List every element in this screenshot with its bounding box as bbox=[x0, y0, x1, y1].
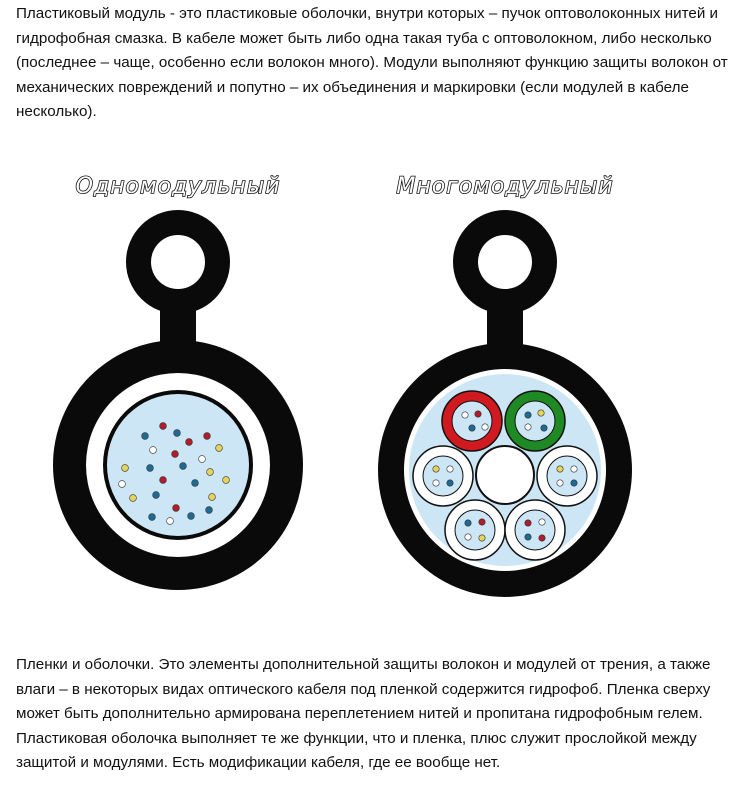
fiber bbox=[525, 520, 531, 526]
fiber bbox=[482, 424, 488, 430]
fiber bbox=[142, 433, 149, 440]
fiber bbox=[209, 494, 216, 501]
fiber bbox=[160, 477, 167, 484]
right-module bbox=[537, 446, 597, 506]
bottom-paragraph: Пленки и оболочки. Это элементы дополнительной защиты волокон и модулей от трения, а также влаги – в некоторых видах оптического кабеля под пленкой содержится гидрофоб. Пленка сверху может быть дополнительно армирована переплетением нитей и пропитана гидрофобным гелем. Пластиковая оболочка выполняет те же функции, что и пленка, плюс служит прослойкой между защитой и модулями. Есть модификации кабеля, где ее вообще нет. bbox=[16, 656, 711, 772]
single-messenger-hole bbox=[151, 235, 205, 289]
fiber bbox=[465, 520, 471, 526]
fiber bbox=[122, 465, 129, 472]
fiber bbox=[199, 456, 206, 463]
fiber bbox=[479, 519, 485, 525]
left-module-gel bbox=[423, 456, 463, 496]
fiber bbox=[173, 505, 180, 512]
fiber bbox=[433, 480, 439, 486]
red-module-gel bbox=[452, 401, 492, 441]
fiber bbox=[180, 463, 187, 470]
fiber bbox=[525, 412, 531, 418]
fiber bbox=[469, 425, 475, 431]
multi-messenger-hole bbox=[478, 235, 532, 289]
central-strength-member bbox=[476, 446, 534, 504]
right-module-gel bbox=[547, 456, 587, 496]
bottom-left-module-gel bbox=[455, 510, 495, 550]
fiber bbox=[465, 534, 471, 540]
fiber bbox=[571, 466, 577, 472]
fiber bbox=[188, 513, 195, 520]
fiber bbox=[447, 466, 453, 472]
multi-module-label: Многомодульный bbox=[396, 174, 614, 199]
fiber bbox=[150, 447, 157, 454]
fiber bbox=[149, 514, 156, 521]
fiber bbox=[525, 424, 531, 430]
fiber bbox=[186, 439, 193, 446]
single-module-label: Одномодульный bbox=[75, 174, 281, 199]
intro-paragraph: Пластиковый модуль - это пластиковые оболочки, внутри которых – пучок оптоволоконных нитей и гидрофобная смазка. В кабеле может быть либо одна такая туба с оптоволокном, либо несколько (последнее – чаще, особенно если волокон много). Модули выполняют функцию защиты волокон от механических повреждений и попутно – их объединения и маркировки (если модулей в кабеле несколько). bbox=[16, 5, 728, 121]
fiber bbox=[462, 412, 468, 418]
fiber bbox=[475, 411, 481, 417]
fiber bbox=[479, 535, 485, 541]
fiber bbox=[153, 492, 160, 499]
fiber bbox=[167, 518, 174, 525]
green-module bbox=[505, 391, 565, 451]
green-module-gel bbox=[515, 401, 555, 441]
fiber bbox=[223, 477, 230, 484]
fiber bbox=[538, 410, 544, 416]
fiber bbox=[192, 480, 199, 487]
fiber bbox=[160, 423, 167, 430]
fiber bbox=[207, 469, 214, 476]
fiber bbox=[539, 535, 545, 541]
left-module bbox=[413, 446, 473, 506]
cable-cross-section-diagram bbox=[0, 150, 751, 630]
fiber bbox=[147, 465, 154, 472]
fiber bbox=[130, 495, 137, 502]
fiber bbox=[206, 507, 213, 514]
fiber bbox=[204, 433, 211, 440]
single-module-gel bbox=[107, 394, 249, 536]
red-module bbox=[442, 391, 502, 451]
fiber bbox=[539, 519, 545, 525]
fiber bbox=[541, 425, 547, 431]
single-module-cable bbox=[53, 210, 303, 590]
fiber bbox=[174, 430, 181, 437]
fiber bbox=[172, 451, 179, 458]
fiber bbox=[119, 481, 126, 488]
fiber bbox=[571, 480, 577, 486]
fiber bbox=[557, 480, 563, 486]
fiber bbox=[433, 466, 439, 472]
fiber bbox=[447, 480, 453, 486]
fiber bbox=[525, 534, 531, 540]
bottom-right-module bbox=[505, 500, 565, 560]
bottom-left-module bbox=[445, 500, 505, 560]
fiber bbox=[216, 445, 223, 452]
bottom-right-module-gel bbox=[515, 510, 555, 550]
multi-module-cable bbox=[378, 210, 632, 597]
fiber bbox=[557, 466, 563, 472]
